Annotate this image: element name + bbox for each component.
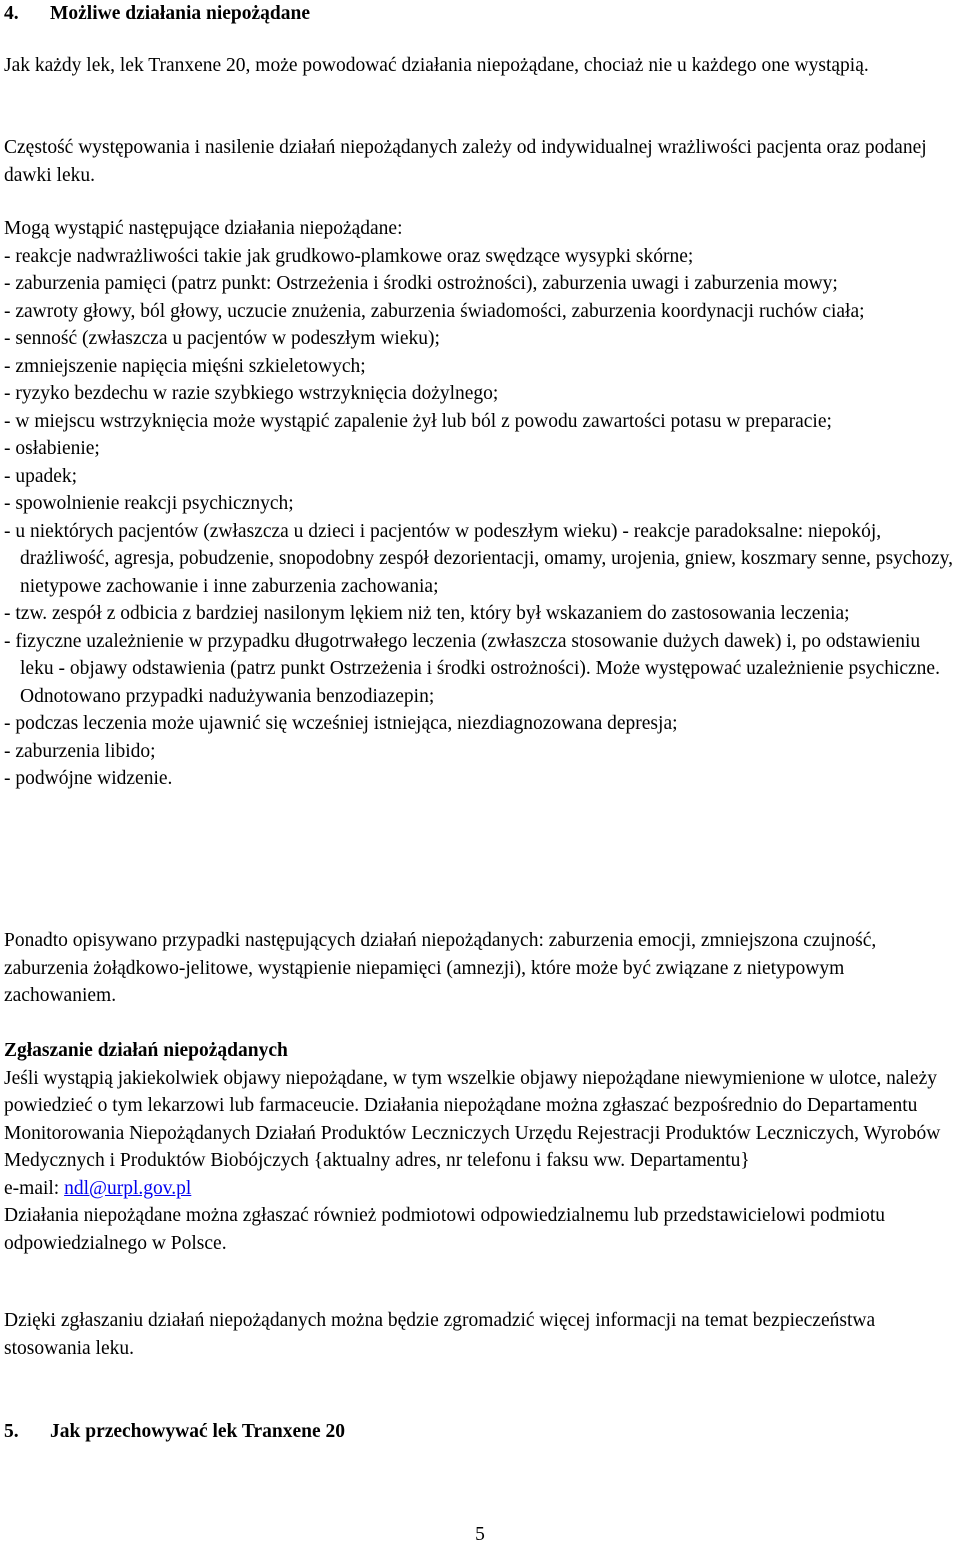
list-item: - zmniejszenie napięcia mięśni szkieletowych;: [4, 355, 366, 377]
list-item: - podczas leczenia może ujawnić się wcześniej istniejąca, niezdiagnozowana depresja;: [4, 713, 678, 734]
side-effects-lead: Mogą wystąpić następujące działania niepożądane:: [4, 218, 403, 239]
list-item: - reakcje nadwrażliwości takie jak grudkowo-plamkowe oraz swędzące wysypki skórne;: [4, 245, 694, 267]
list-item: - ryzyko bezdechu w razie szybkiego wstrzyknięcia dożylnego;: [4, 383, 499, 404]
reporting-heading: Zgłaszanie działań niepożądanych: [4, 1040, 288, 1061]
section-4-heading: [4, 0, 310, 28]
closing-paragraph: Dzięki zgłaszaniu działań niepożądanych można będzie zgromadzić więcej informacji na temat bezpieczeństwa stosowania leku.: [4, 1310, 876, 1359]
list-item: - spowolnienie reakcji psychicznych;: [4, 493, 294, 514]
section-4-number: 4.: [4, 3, 19, 24]
reporting-section: [4, 1037, 958, 1257]
page-number: 5: [475, 1524, 485, 1545]
email-link[interactable]: ndl@urpl.gov.pl: [64, 1177, 192, 1199]
additional-effects-paragraph: Ponadto opisywano przypadki następujących działań niepożądanych: zaburzenia emocji, zmniejszona czujność, zaburzenia żołądkowo-jelitowe, wystąpienie niepamięci (amnezji), które może być związane z nietypowym zachowaniem.: [4, 930, 877, 1006]
list-item: - podwójne widzenie.: [4, 768, 173, 789]
section-5-number: 5.: [4, 1421, 19, 1442]
list-item: - fizyczne uzależnienie w przypadku długotrwałego leczenia (zwłaszcza stosowanie dużych dawek) i, po odstawieniu leku - objawy odstawienia (patrz punkt Ostrzeżenia i środki ostrożności). Może występować uzależnienie psychiczne. Odnotowano przypadki nadużywania benzodiazepin;: [4, 630, 940, 707]
frequency-paragraph: Częstość występowania i nasilenie działań niepożądanych zależy od indywidualnej wrażliwości pacjenta oraz podanej dawki leku.: [4, 137, 927, 186]
reporting-body: Jeśli wystąpią jakiekolwiek objawy niepożądane, w tym wszelkie objawy niepożądane niewymienione w ulotce, należy powiedzieć o tym lekarzowi lub farmaceucie. Działania niepożądane można zgłaszać bezpośrednio do Departamentu Monitorowania Niepożądanych Działań Produktów Leczniczych Urzędu Rejestracji Produktów Leczniczych, Wyrobów Medycznych i Produktów Biobójczych {aktualny adres, nr telefonu i faksu ww. Departamentu}: [4, 1067, 941, 1171]
list-item: - tzw. zespół z odbicia z bardziej nasilonym lękiem niż ten, który był wskazaniem do zastosowania leczenia;: [4, 603, 850, 624]
list-item: - u niektórych pacjentów (zwłaszcza u dzieci i pacjentów w podeszłym wieku) - reakcje paradoksalne: niepokój, drażliwość, agresja, pobudzenie, snopodobny zespół dezorientacji, omamy, urojenia, gniew, koszmary senne, psychozy, nietypowe zachowanie i inne zaburzenia zachowania;: [4, 520, 954, 597]
list-item: - senność (zwłaszcza u pacjentów w podeszłym wieku);: [4, 328, 440, 349]
list-item: - upadek;: [4, 465, 78, 487]
side-effects-list: [4, 243, 958, 793]
list-item: - osłabienie;: [4, 438, 100, 459]
section-4-title: Możliwe działania niepożądane: [50, 3, 310, 24]
list-item: - zawroty głowy, ból głowy, uczucie znużenia, zaburzenia świadomości, zaburzenia koordynacji ruchów ciała;: [4, 300, 865, 322]
section-5-heading: [4, 1418, 345, 1446]
intro-paragraph: Jak każdy lek, lek Tranxene 20, może powodować działania niepożądane, chociaż nie u każdego one wystąpią.: [4, 55, 869, 76]
section-5-title: Jak przechowywać lek Tranxene 20: [50, 1421, 346, 1442]
side-effects-list-block: [4, 215, 958, 793]
responsible-entity-text: Działania niepożądane można zgłaszać również podmiotowi odpowiedzialnemu lub przedstawicielowi podmiotu odpowiedzialnego w Polsce.: [4, 1205, 885, 1254]
email-label: e-mail:: [4, 1177, 65, 1199]
list-item: - w miejscu wstrzyknięcia może wystąpić zapalenie żył lub ból z powodu zawartości potasu w preparacie;: [4, 410, 832, 432]
email-line: [4, 1175, 958, 1203]
list-item: - zaburzenia pamięci (patrz punkt: Ostrzeżenia i środki ostrożności), zaburzenia uwagi i zaburzenia mowy;: [4, 273, 838, 294]
list-item: - zaburzenia libido;: [4, 740, 156, 762]
